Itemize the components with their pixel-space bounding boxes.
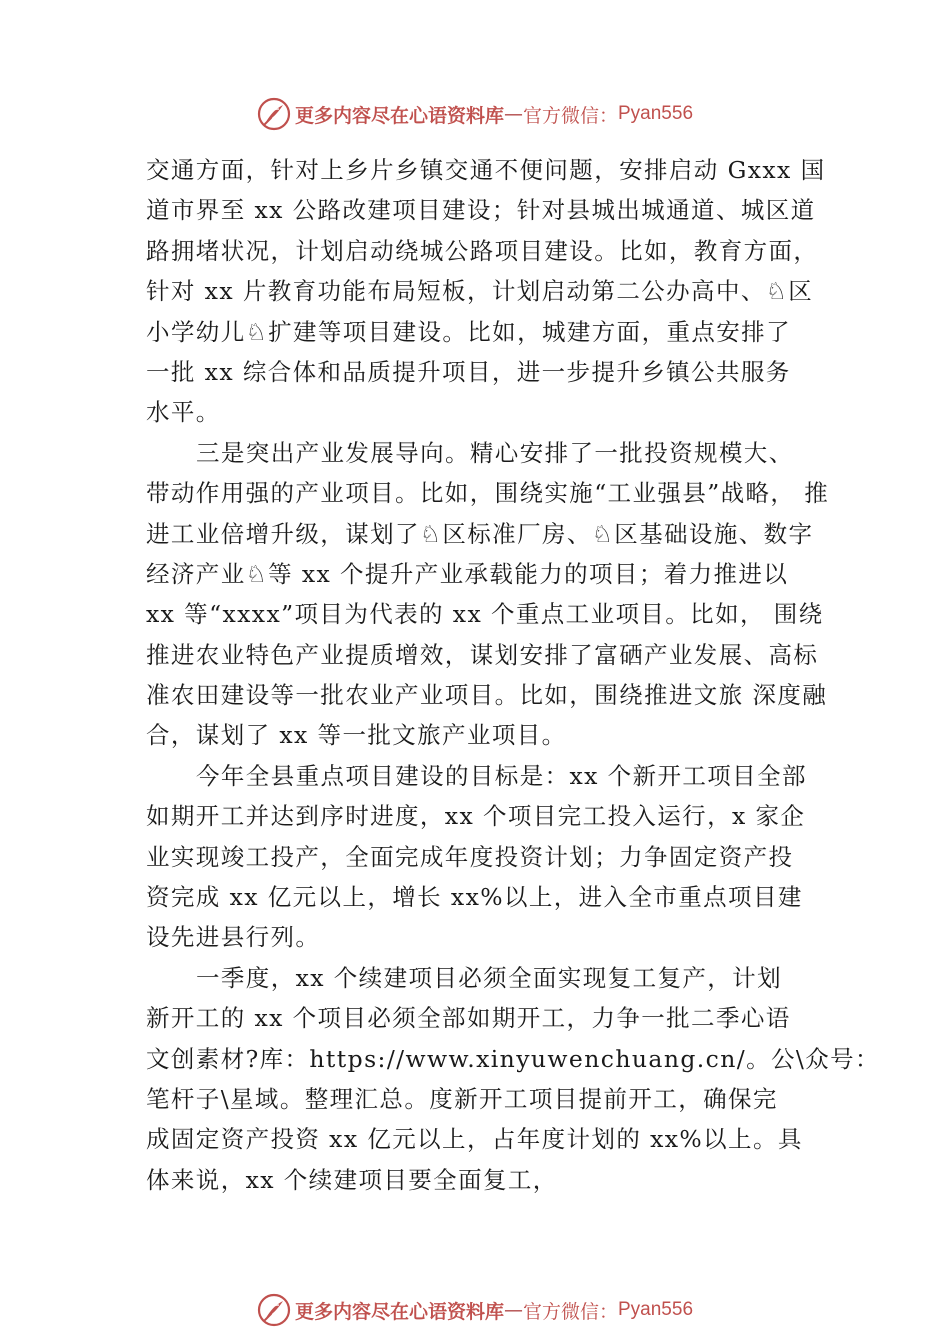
text-line: 小学幼儿♘扩建等项目建设。比如，城建方面，重点安排了 (146, 317, 791, 346)
paragraph-first-line: 三是突出产业发展导向。精心安排了一批投资规模大、 (196, 438, 794, 467)
paragraph-first-line: 今年全县重点项目建设的目标是：xx 个新开工项目全部 (196, 761, 807, 790)
text-line: xx 等“xxxx”项目为代表的 xx 个重点工业项目。比如， 围绕 (146, 600, 824, 629)
text-line: 设先进县行列。 (146, 923, 321, 952)
watermark-dash: — (503, 1299, 523, 1321)
watermark-footer (0, 1290, 950, 1330)
document-body (146, 150, 880, 1200)
feather-quill-logo-icon (257, 97, 291, 131)
text-line: 资完成 xx 亿元以上，增长 xx%以上，进入全市重点项目建 (146, 883, 803, 912)
text-line: 新开工的 xx 个项目必须全部如期开工，力争一批二季心语 (146, 1004, 791, 1033)
text-line: 交通方面，针对上乡片乡镇交通不便问题，安排启动 Gxxx 国 (146, 156, 826, 184)
text-line: 文创素材?库：https://www.xinyuwenchuang.cn/。公\众号： (146, 1044, 880, 1073)
text-line: 合，谋划了 xx 等一批文旅产业项目。 (146, 721, 567, 750)
watermark-header (0, 94, 950, 134)
text-line: 水平。 (146, 398, 221, 427)
text-line: 进工业倍增升级，谋划了♘区标准厂房、♘区基础设施、数字 (146, 519, 814, 548)
text-line: 业实现竣工投产，全面完成年度投资计划；力争固定资产投 (146, 842, 794, 871)
text-line: 路拥堵状况，计划启动绕城公路项目建设。比如，教育方面， (146, 236, 819, 265)
watermark-wechat-id: Pyan556 (618, 1299, 694, 1320)
text-line: 如期开工并达到序时进度，xx 个项目完工投入运行，x 家企 (146, 802, 806, 831)
watermark-brand: 更多内容尽在心语资料库 (294, 1300, 504, 1323)
feather-quill-logo-icon (257, 1293, 291, 1327)
text-line: 成固定资产投资 xx 亿元以上，占年度计划的 xx%以上。具 (146, 1125, 803, 1154)
watermark-wechat-label: 官方微信： (522, 104, 618, 127)
text-line: 推进农业特色产业提质增效，谋划安排了富硒产业发展、高标 (146, 640, 819, 669)
watermark-dash: — (503, 103, 523, 125)
text-line: 针对 xx 片教育功能布局短板，计划启动第二公办高中、♘区 (146, 277, 814, 306)
text-line: 体来说，xx 个续建项目要全面复工， (146, 1165, 558, 1194)
text-line: 带动作用强的产业项目。比如，围绕实施“工业强县”战略， 推 (146, 479, 830, 508)
text-line: 准农田建设等一批农业产业项目。比如，围绕推进文旅 深度融 (146, 681, 828, 710)
text-line: 笔杆子\星域。整理汇总。度新开工项目提前开工，确保完 (146, 1084, 778, 1113)
text-line: 一批 xx 综合体和品质提升项目，进一步提升乡镇公共服务 (146, 357, 791, 386)
text-line: 经济产业♘等 xx 个提升产业承载能力的项目；着力推进以 (146, 559, 789, 588)
text-line: 道市界至 xx 公路改建项目建设；针对县城出城通道、城区道 (146, 196, 816, 225)
paragraph-first-line: 一季度，xx 个续建项目必须全面实现复工复产，计划 (196, 963, 782, 992)
watermark-wechat-label: 官方微信： (522, 1300, 618, 1323)
watermark-brand: 更多内容尽在心语资料库 (294, 104, 504, 127)
watermark-wechat-id: Pyan556 (618, 103, 694, 124)
